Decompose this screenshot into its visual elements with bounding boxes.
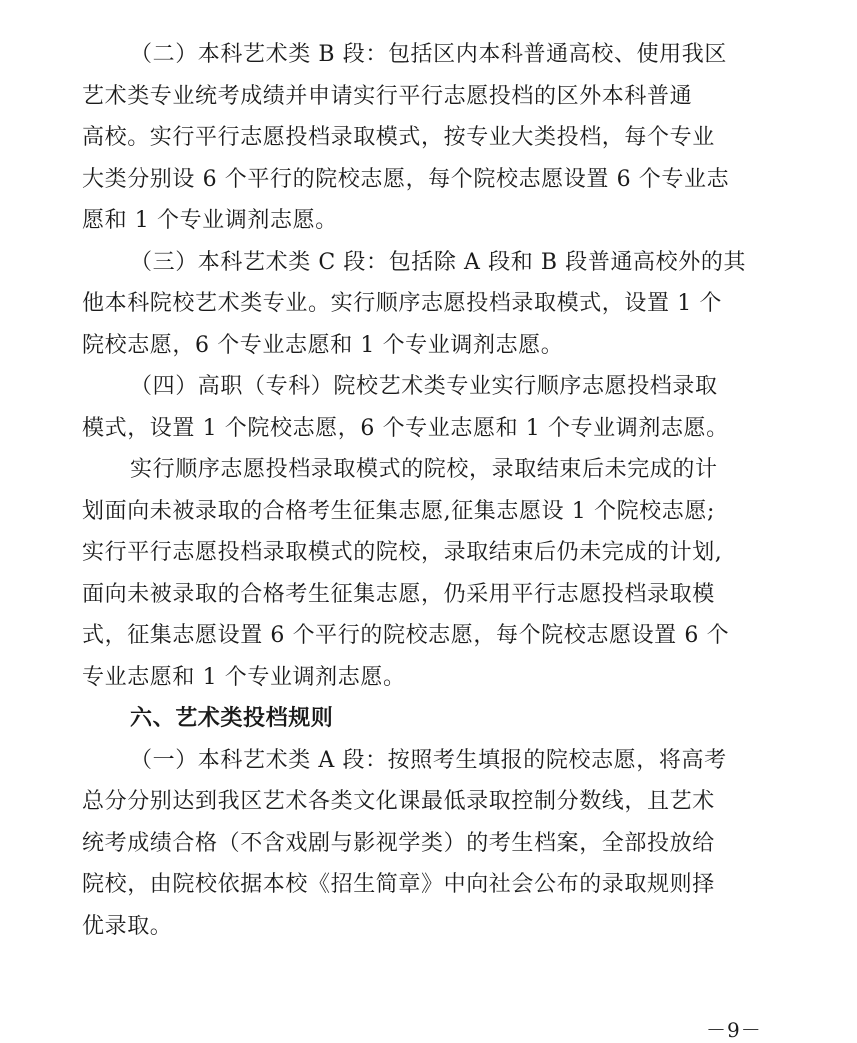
text-line: 统考成绩合格（不含戏剧与影视学类）的考生档案，全部投放给 xyxy=(82,830,715,856)
text-line: 优录取。 xyxy=(82,913,173,939)
text-line: 实行顺序志愿投档录取模式的院校，录取结束后未完成的计 xyxy=(130,457,718,482)
text-line: 专业志愿和 1 个专业调剂志愿。 xyxy=(82,664,406,690)
text-line: 划面向未被录取的合格考生征集志愿,征集志愿设 1 个院校志愿; xyxy=(82,498,715,524)
text-line: 总分分别达到我区艺术各类文化课最低录取控制分数线，且艺术 xyxy=(82,789,715,814)
text-line: 实行平行志愿投档录取模式的院校，录取结束后仍未完成的计划, xyxy=(82,540,723,565)
text-line: 院校，由院校依据本校《招生简章》中向社会公布的录取规则择 xyxy=(82,872,715,897)
text-line: 面向未被录取的合格考生征集志愿，仍采用平行志愿投档录取模 xyxy=(82,581,715,607)
text-line: （四）高职（专科）院校艺术类专业实行顺序志愿投档录取 xyxy=(130,374,718,399)
paragraph-section-4-vocational xyxy=(82,366,772,449)
text-line: （三）本科艺术类 C 段：包括除 A 段和 B 段普通高校外的其 xyxy=(130,249,747,275)
text-line: 模式，设置 1 个院校志愿，6 个专业志愿和 1 个专业调剂志愿。 xyxy=(82,415,729,441)
paragraph-section-3-c xyxy=(82,242,772,367)
paragraph-solicitation-rules xyxy=(82,449,772,698)
text-line: 愿和 1 个专业调剂志愿。 xyxy=(82,208,338,233)
paragraph-rule-1-a xyxy=(82,740,772,948)
document-body xyxy=(82,34,772,947)
text-line: 他本科院校艺术类专业。实行顺序志愿投档录取模式，设置 1 个 xyxy=(82,291,722,316)
text-line: 艺术类专业统考成绩并申请实行平行志愿投档的区外本科普通 xyxy=(82,83,693,109)
paragraph-section-2-b xyxy=(82,34,772,242)
text-line: （一）本科艺术类 A 段：按照考生填报的院校志愿，将高考 xyxy=(130,747,727,773)
text-line: 大类分别设 6 个平行的院校志愿，每个院校志愿设置 6 个专业志 xyxy=(82,166,730,192)
text-line: 式，征集志愿设置 6 个平行的院校志愿，每个院校志愿设置 6 个 xyxy=(82,623,730,648)
page-number: －9－ xyxy=(706,1018,762,1042)
section-heading: 六、艺术类投档规则 xyxy=(130,706,334,731)
text-line: （二）本科艺术类 B 段：包括区内本科普通高校、使用我区 xyxy=(130,42,727,67)
text-line: 院校志愿，6 个专业志愿和 1 个专业调剂志愿。 xyxy=(82,332,564,358)
text-line: 高校。实行平行志愿投档录取模式，按专业大类投档，每个专业 xyxy=(82,125,715,150)
